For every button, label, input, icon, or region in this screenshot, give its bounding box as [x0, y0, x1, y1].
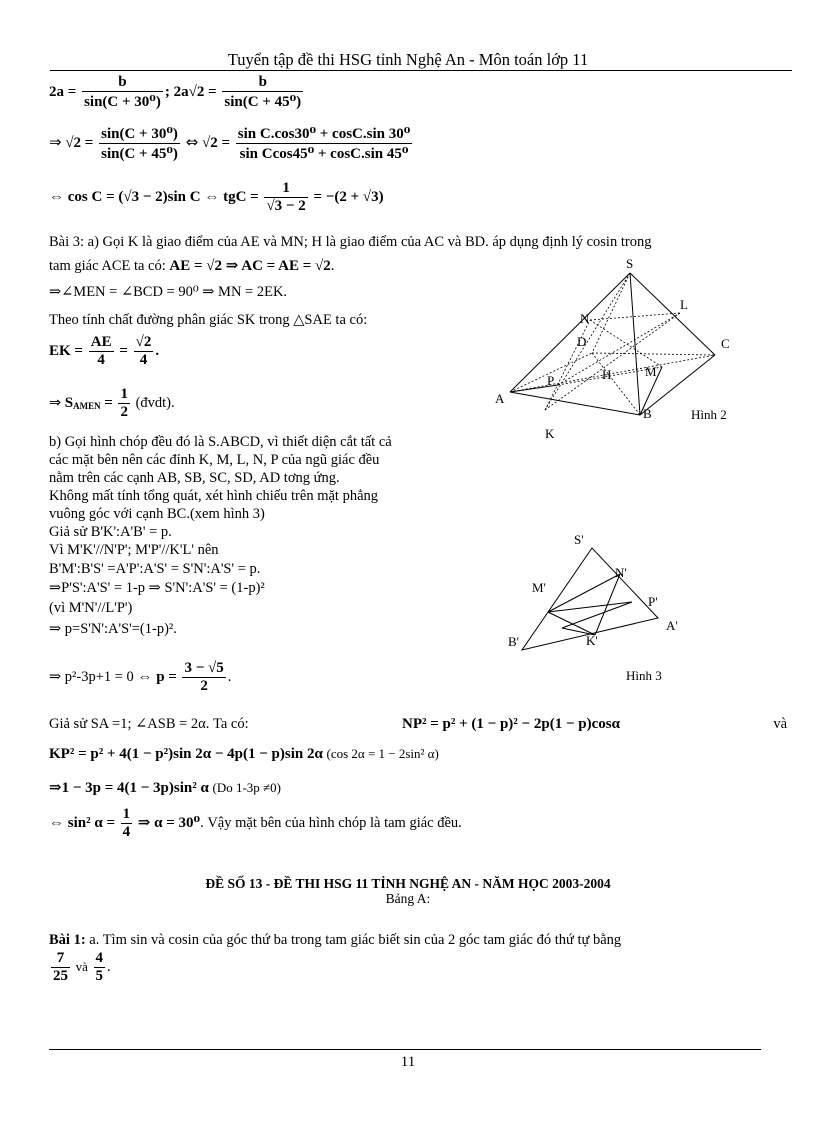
- label-A-prime: A': [666, 618, 678, 633]
- eq1-frac2: $\frac{b}{\text{sin(C + 45⁰)}}$: [224, 74, 302, 110]
- edge-SC: [630, 273, 715, 355]
- label-S: S: [626, 256, 634, 271]
- part-b-10: (vì M'N'//L'P'): [49, 600, 133, 616]
- part-b-4: Không mất tính tổng quát, xét hình chiếu trên mặt phẳng: [49, 488, 379, 504]
- part-b-5: vuông góc với cạnh BC.(xem hình 3): [49, 506, 265, 522]
- exam-subtitle: Bảng A:: [385, 891, 431, 906]
- label-P: P: [547, 373, 555, 388]
- bai1-line: Bài 1: a. Tìm sin và cosin của góc thứ ba trong tam giác biết sin của 2 góc tam giác đó thứ tự bằng: [49, 932, 622, 948]
- header-rule: [50, 70, 792, 71]
- part-b-11: ⇒ p=S'N':A'S'=(1-p)².: [49, 621, 177, 637]
- edge-SD: [592, 273, 630, 353]
- label-A: A: [495, 391, 505, 406]
- part-b-2: các mặt bên nên các đỉnh K, M, L, N, P của ngũ giác đều: [49, 452, 380, 468]
- part-b-1: b) Gọi hình chóp đều đó là S.ABCD, vì thiết diện cắt tất cả: [49, 434, 392, 450]
- bai3-line-1: Bài 3: a) Gọi K là giao điểm của AE và MN; H là giao điểm của AC và BD. áp dụng định lý cosin trong: [49, 234, 652, 250]
- part-b-3: nằm trên các cạnh AB, SB, SC, SD, AD tơng ứng.: [49, 470, 340, 486]
- part-b-7: Vì M'K'//N'P'; M'P'//K'L' nên: [49, 542, 219, 558]
- label-D: D: [577, 334, 587, 349]
- figure-2-caption: Hình 2: [691, 407, 727, 422]
- part-b-12: ⇒ p²-3p+1 = 0 ⇔ p = $\frac{3 - √5}{2}$ .: [49, 660, 232, 694]
- area-formula: ⇒ $S_{AMEN}$ = $\frac{1}{2}$ (đvdt).: [49, 386, 175, 420]
- label-L: L: [680, 297, 688, 312]
- label-N: N: [580, 311, 590, 326]
- edge-SB: [630, 273, 640, 415]
- alpha-line: ⇔ sin² α = $\frac{1}{4}$ ⇒ α = 30⁰. Vậy mặt bên của hình chóp là tam giác đều.: [49, 806, 462, 840]
- kp-line: KP² = p² + 4(1 − p²)sin 2α − 4p(1 − p)sin 2α (cos 2α = 1 − 2sin² α): [49, 746, 439, 762]
- part-b-8: B'M':B'S' =A'P':A'S' = S'N':A'S' = p.: [49, 561, 261, 577]
- bai3-line-2: tam giác ACE ta có: AE = √2 ⇒ AC = AE = √2.: [49, 258, 335, 274]
- bai3-line-3: ⇒∠MEN = ∠BCD = 90⁰ ⇒ MN = 2EK.: [49, 284, 288, 300]
- bai3-line-4: Theo tính chất đường phân giác SK trong △SAE ta có:: [49, 312, 368, 328]
- label-B: B: [643, 406, 652, 421]
- projection-figure: [500, 530, 710, 690]
- segment-MN: [548, 574, 620, 612]
- eq2-lhs: √2 =: [65, 134, 94, 151]
- equation-1: [49, 74, 305, 111]
- page-number: 11: [400, 1054, 416, 1070]
- bai1-fractions: $\frac{7}{25}$ và $\frac{4}{5}$ .: [53, 950, 111, 984]
- eq2-frac: $\frac{\text{sin(C + 30⁰)}}{\text{sin(C + 45⁰)}}$: [101, 126, 178, 162]
- pyramid-figure: [490, 255, 760, 450]
- label-M-prime: M': [532, 580, 546, 595]
- equation-2: ⇒ √2 = $\frac{\text{sin(C + 30⁰)}}{\text{sin(C + 45⁰)}}$ ⇔ √2 = $\frac{\text{sin C.cos30⁰ + cosC.sin 30⁰}}{\text{sin Ccos45⁰ + cosC.sin 45⁰}}$: [49, 126, 411, 162]
- equation-3: ⇔ cos C = (√3 − 2)sin C ⇔ tgC = $\frac{1}{√3 - 2}$ = −(2 + √3): [49, 180, 384, 214]
- eq1-lhs: 2a =: [49, 83, 77, 100]
- eq1-mid: ; 2a√2 =: [164, 83, 217, 100]
- label-H: H: [602, 367, 612, 382]
- gia-su-line: Giả sử SA =1; ∠ASB = 2α. Ta có: NP² = p² + (1 − p)² − 2p(1 − p)cosα và: [49, 716, 787, 732]
- ek-formula: EK = $\frac{AE}{4}$ = $\frac{√2}{4}$ .: [49, 334, 160, 368]
- edge-SA: [510, 273, 630, 392]
- eq3-frac: $\frac{1}{√3 - 2}$: [266, 180, 306, 214]
- label-S-prime: S': [574, 532, 584, 547]
- eq2-frac2: $\frac{\text{sin C.cos30⁰ + cosC.sin 30⁰}}{\text{sin Ccos45⁰ + cosC.sin 45⁰}}$: [237, 126, 411, 162]
- footer-rule: [49, 1049, 761, 1050]
- label-N-prime: N': [615, 565, 627, 580]
- eq1-frac: $\frac{b}{\text{sin(C + 30⁰)}}$: [84, 74, 161, 110]
- edge-AB: [510, 392, 640, 415]
- label-K: K: [545, 426, 555, 441]
- label-C: C: [721, 336, 730, 351]
- figure-3-caption: Hình 3: [626, 668, 662, 683]
- part-b-9: ⇒P'S':A'S' = 1-p ⇒ S'N':A'S' = (1-p)²: [49, 580, 265, 596]
- label-B-prime: B': [508, 634, 520, 649]
- label-M: M: [645, 364, 657, 379]
- exam-title: ĐỀ SỐ 13 - ĐỀ THI HSG 11 TỈNH NGHỆ AN - NĂM HỌC 2003-2004: [205, 876, 611, 891]
- part-b-6: Giả sử B'K':A'B' = p.: [49, 524, 172, 540]
- page-header: Tuyển tập đề thi HSG tỉnh Nghệ An - Môn toán lớp 11: [227, 50, 589, 69]
- p-relation-line: ⇒1 − 3p = 4(1 − 3p)sin² α (Do 1-3p ≠0): [49, 780, 281, 796]
- label-K-prime: K': [586, 633, 598, 648]
- label-P-prime: P': [648, 594, 658, 609]
